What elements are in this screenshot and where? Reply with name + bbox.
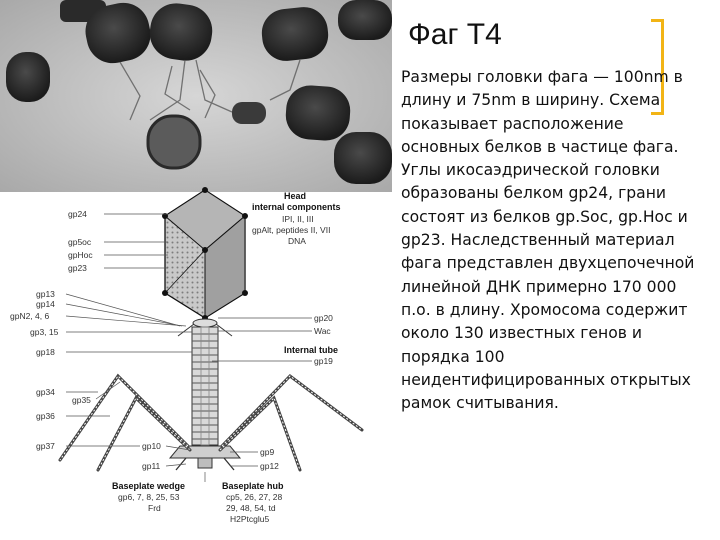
label-gp13: gp13: [36, 289, 55, 299]
label-gp9: gp9: [260, 447, 275, 457]
label-gp12: gp12: [260, 461, 279, 471]
phage-head: [162, 187, 248, 321]
baseplate-hub-line-3: H2Ptcglu5: [230, 514, 270, 524]
right-labels: [260, 313, 338, 471]
label-gp18: gp18: [36, 347, 55, 357]
label-gphoc: gpHoc: [68, 250, 93, 260]
label-gp19: gp19: [314, 356, 333, 366]
label-gp36: gp36: [36, 411, 55, 421]
baseplate: [170, 446, 240, 470]
internal-tube-title: Internal tube: [284, 345, 339, 355]
slide-title: Фаг Т4: [408, 18, 502, 51]
label-gp11: gp11: [142, 461, 161, 471]
internal-components-title: internal components: [252, 202, 341, 212]
baseplate-hub-line-2: 29, 48, 54, td: [226, 503, 276, 513]
baseplate-wedge-line-2: Frd: [148, 503, 161, 513]
phage-t4-schematic: [0, 180, 392, 540]
label-gp3-15: gp3, 15: [30, 327, 59, 337]
tail-sheath: [192, 327, 218, 445]
baseplate-wedge-line-1: gp6, 7, 8, 25, 53: [118, 492, 180, 502]
label-gp23: gp23: [68, 263, 87, 273]
left-labels: [10, 209, 161, 471]
baseplate-hub-line-1: cp5, 26, 27, 28: [226, 492, 283, 502]
label-gp24: gp24: [68, 209, 87, 219]
baseplate-hub-title: Baseplate hub: [222, 481, 284, 491]
internal-component-gpalt: gpAlt, peptides II, VII: [252, 225, 331, 235]
internal-component-ipi: IPI, II, III: [282, 214, 314, 224]
label-wac: Wac: [314, 326, 331, 336]
internal-component-dna: DNA: [288, 236, 306, 246]
label-gpsoc: gp5oc: [68, 237, 92, 247]
electron-micrograph-image: [0, 0, 392, 192]
label-gp35: gp35: [72, 395, 91, 405]
head-title: Head: [284, 191, 307, 201]
label-gp37: gp37: [36, 441, 55, 451]
label-gp14: gp14: [36, 299, 55, 309]
label-gp34: gp34: [36, 387, 55, 397]
label-gp20: gp20: [314, 313, 333, 323]
slide-body-text: Размеры головки фага — 100nm в длину и 75nm в ширину. Схема показывает расположение основных белков в частице фага. Углы икосаэдрической головки образованы белком gp24, грани состоят из белков gp.Soc, gp.Hoc и gp23. Наследственный материал фага представлен двухцепочечной линейной ДНК примерно 170 000 п.о. в длину. Хромосома содержит около 130 известных генов и порядка 100 неидентифицированных открытых рамок считывания.: [401, 68, 695, 413]
label-gpn2-4-6: gpN2, 4, 6: [10, 311, 50, 321]
baseplate-annotations: [112, 481, 284, 524]
head-annotation: [252, 191, 341, 246]
baseplate-wedge-title: Baseplate wedge: [112, 481, 186, 491]
label-gp10: gp10: [142, 441, 161, 451]
